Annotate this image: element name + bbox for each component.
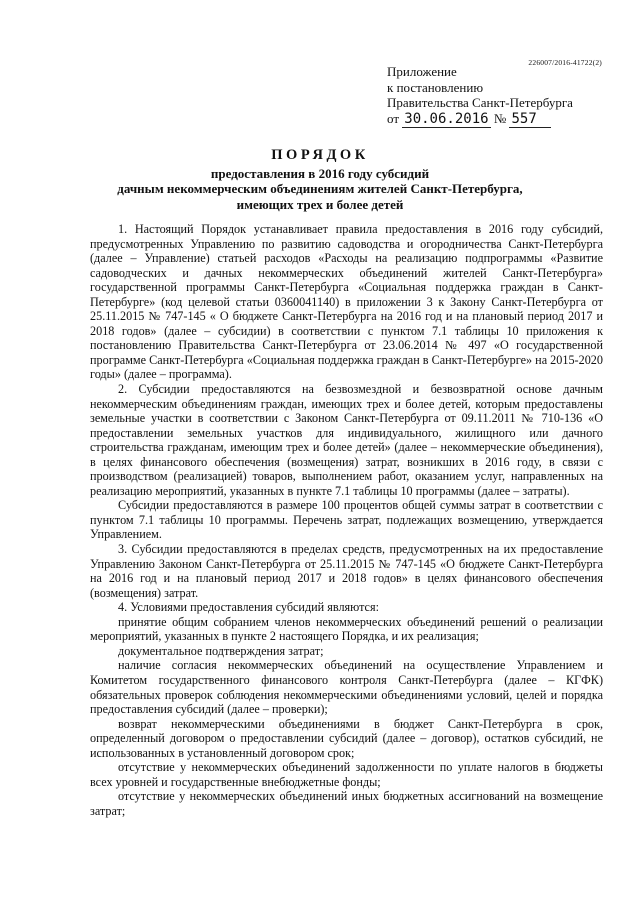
appendix-line-2: к постановлению [387,79,484,95]
document-number: 226007/2016-41722(2) [528,58,602,67]
date-prefix: от [387,110,400,126]
heading-line-1: предоставления в 2016 году субсидий [210,165,430,181]
paragraph: Субсидии предоставляются в размере 100 процентов общей суммы затрат в соответствии с пунктом 7.1 таблицы 10 программы. Перечень затрат, подлежащих возмещению, утверждается Управлением. [90,498,603,542]
document-body [90,222,603,818]
paragraph: документальное подтверждения затрат; [118,643,324,658]
appendix-date-line [387,111,573,129]
paragraph: 2. Субсидии предоставляются на безвозмездной и безвозвратной основе дачным некоммерческим объединениям граждан, имеющих трех и более детей, которым предоставлены земельные участки в соответствии с Законом Санкт-Петербурга от 09.11.2011 № 710-136 «О предоставлении земельных участков для индивидуального, жилищного или дачного строительства гражданам, имеющим трех и более детей» (далее – некоммерческие объединения), в целях финансового обеспечения (возмещения) затрат, возникших в 2016 году, в связи с производством (реализацией) товаров, выполнением работ, оказанием услуг, направленных на реализацию мероприятий, указанных в пункте 7.1 таблицы 10 программы (далее – затраты). [90,382,603,498]
document-heading [0,148,640,212]
paragraph: 1. Настоящий Порядок устанавливает правила предоставления в 2016 году субсидий, предусмотренных Управлению по развитию садоводства и огородничества Санкт-Петербурга (далее – Управление) статьей расходов «Расходы на реализацию подпрограммы «Развитие садоводческих и дачных некоммерческих объединений жителей Санкт-Петербурга» государственной программы Санкт-Петербурга «Социальная поддержка граждан в Санкт-Петербурге» (код целевой статьи 0360041140) в приложении 3 к Закону Санкт-Петербурга от 25.11.2015 № 747-145 « О бюджете Санкт-Петербурга на 2016 год и на плановый период 2017 и 2018 годов» (далее – субсидии) в соответствии с пунктом 7.1 таблицы 10 приложения к постановлению Правительства Санкт-Петербурга от 23.06.2014 № 497 «О государственной программе Санкт-Петербурга «Социальная поддержка граждан в Санкт-Петербурге» на 2015-2020 годы» (далее – программа). [90,222,603,382]
paragraph: принятие общим собранием членов некоммерческих объединений решений о реализации мероприятий, указанных в пункте 2 настоящего Порядка, и их реализация; [90,614,603,644]
appendix-line-3: Правительства Санкт-Петербурга [387,95,573,110]
appendix-block [387,64,573,128]
appendix-date: 30.06.2016 [404,110,489,127]
paragraph: отсутствие у некоммерческих объединений задолженности по уплате налогов в бюджеты всех уровней и государственные внебюджетные фонды; [90,760,603,789]
paragraph: возврат некоммерческими объединениями в бюджет Санкт-Петербурга в срок, определенный договором о предоставлении субсидий (далее – договор), остатков субсидий, не использованных в установленный договором срок; [90,716,603,760]
number-prefix: № [493,110,507,126]
paragraph: отсутствие у некоммерческих объединений иных бюджетных ассигнований на возмещение затрат; [90,789,603,818]
heading-line-3: имеющих трех и более детей [236,196,404,212]
heading-line-2: дачным некоммерческим объединениям жителей Санкт-Петербурга, [117,181,523,196]
appendix-line-1: Приложение [387,64,457,79]
paragraph: 3. Субсидии предоставляются в пределах средств, предусмотренных на их предоставление Управлению Законом Санкт-Петербурга от 25.11.2015 № 747-145 «О бюджете Санкт-Петербурга на 2016 год и на плановый период 2017 и 2018 годов» в целях финансового обеспечения (возмещения) затрат. [90,542,603,600]
document-title: ПОРЯДОК [271,147,369,163]
paragraph: наличие согласия некоммерческих объединений на осуществление Управлением и Комитетом государственного финансового контроля Санкт-Петербурга (далее – КГФК) обязательных проверок соблюдения некоммерческими объединениями условий, целей и порядка предоставления субсидий (далее – проверки); [90,658,603,717]
appendix-number: 557 [509,112,551,129]
paragraph: 4. Условиями предоставления субсидий являются: [118,600,379,615]
